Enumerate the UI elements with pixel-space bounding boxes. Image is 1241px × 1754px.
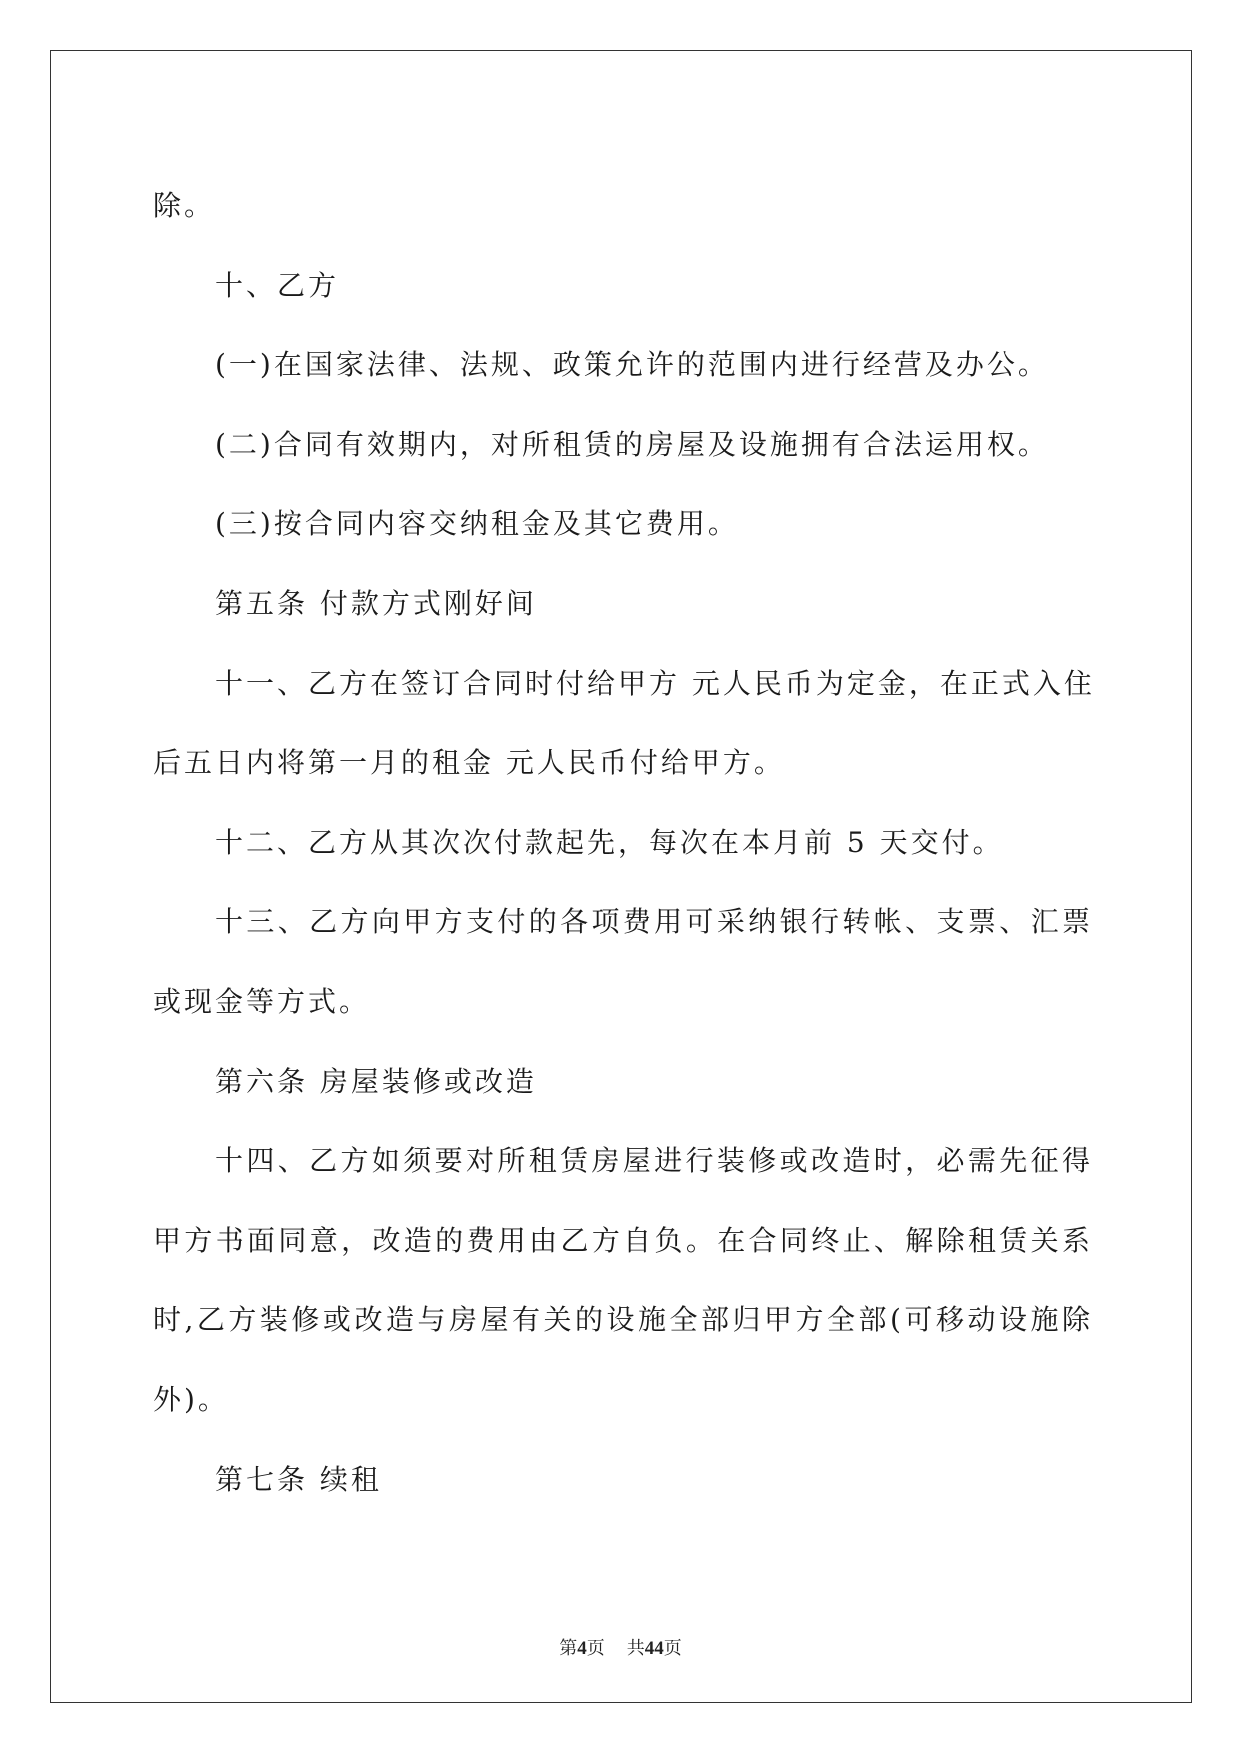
section-heading: 第六条 房屋装修或改造 [215, 1064, 537, 1098]
paragraph-line: 或现金等方式。 [153, 984, 371, 1018]
paragraph-line: 时,乙方装修或改造与房屋有关的设施全部归甲方全部(可移动设施除 [153, 1303, 1093, 1337]
document-body [153, 166, 1093, 1519]
paragraph-line: 十一、乙方在签订合同时付给甲方 元人民币为定金，在正式入住 [215, 666, 1095, 700]
paragraph-line: (一)在国家法律、法规、政策允许的范围内进行经营及办公。 [215, 348, 1049, 382]
paragraph-line: 十、乙方 [215, 268, 340, 302]
paragraph-line: 甲方书面同意，改造的费用由乙方自负。在合同终止、解除租赁关系 [153, 1223, 1093, 1257]
paragraph-line: 外)。 [153, 1382, 229, 1416]
section-heading: 第七条 续租 [215, 1462, 382, 1496]
page-footer [0, 1634, 1241, 1660]
footer-prefix: 第 [559, 1638, 578, 1658]
paragraph-line: 十三、乙方向甲方支付的各项费用可采纳银行转帐、支票、汇票 [215, 905, 1093, 939]
total-pages: 44 [644, 1638, 664, 1659]
paragraph-line: (三)按合同内容交纳租金及其它费用。 [215, 507, 739, 541]
paragraph-line: 除。 [153, 189, 216, 222]
footer-total-suffix: 页 [663, 1638, 682, 1658]
footer-total-prefix: 共 [626, 1638, 645, 1658]
paragraph-line: (二)合同有效期内，对所租赁的房屋及设施拥有合法运用权。 [215, 427, 1049, 461]
paragraph-line: 十四、乙方如须要对所租赁房屋进行装修或改造时，必需先征得 [215, 1144, 1093, 1178]
footer-page-suffix: 页 [586, 1638, 605, 1658]
section-heading: 第五条 付款方式刚好间 [215, 586, 537, 620]
paragraph-line: 后五日内将第一月的租金 元人民币付给甲方。 [153, 746, 785, 780]
page-number: 4 [577, 1638, 587, 1659]
paragraph-line: 十二、乙方从其次次付款起先，每次在本月前 5 天交付。 [215, 825, 1004, 859]
